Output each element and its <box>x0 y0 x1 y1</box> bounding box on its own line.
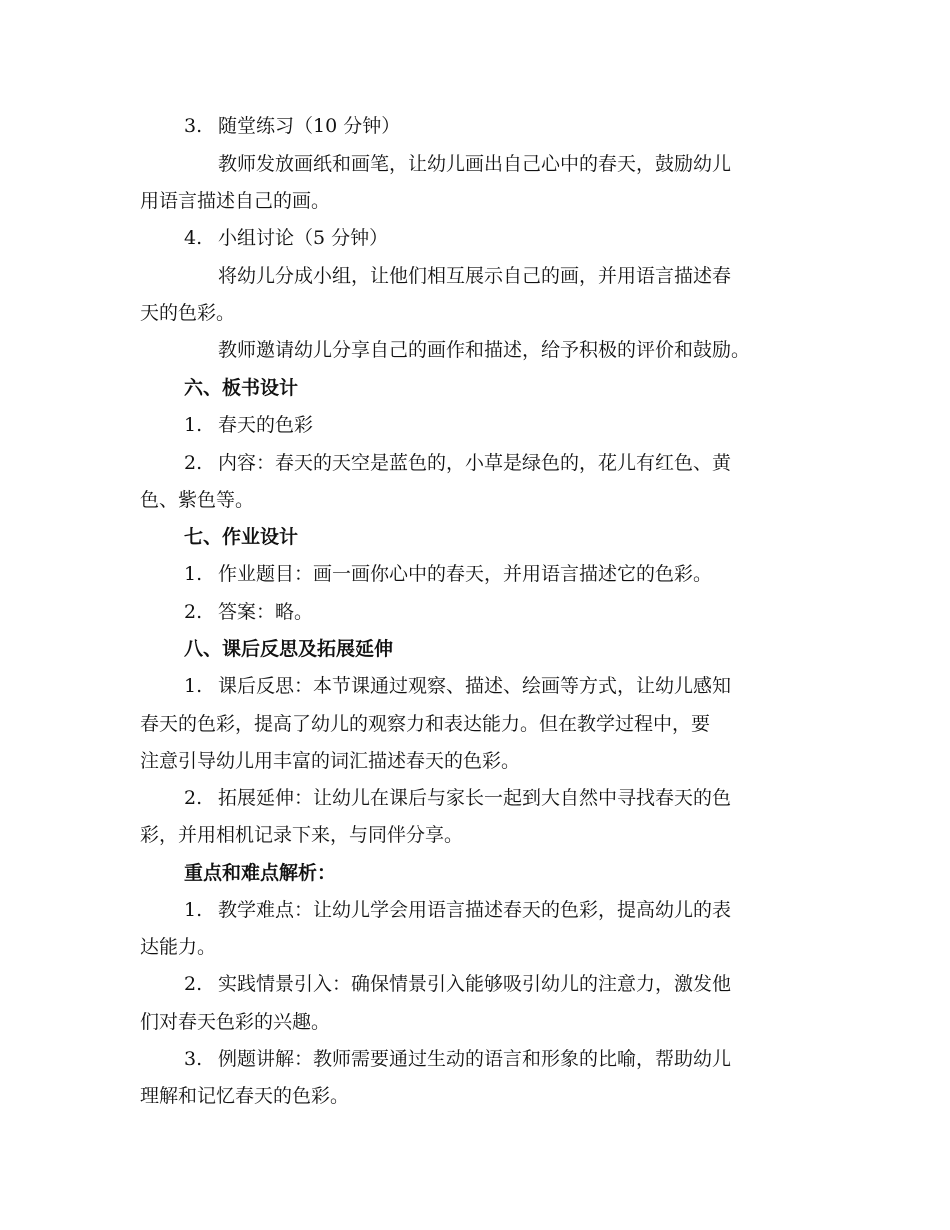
list-item <box>184 413 313 437</box>
item-number: 3. <box>184 1048 203 1070</box>
list-item <box>184 786 731 810</box>
paragraph-line: 注意引导幼儿用丰富的词汇描述春天的色彩。 <box>140 750 521 772</box>
item-text: 拓展延伸：让幼儿在课后与家长一起到大自然中寻找春天的色 <box>218 787 732 809</box>
paragraph-line: 用语言描述自己的画。 <box>140 190 331 212</box>
item-number: 2. <box>184 601 203 623</box>
section-heading: 重点和难点解析： <box>184 862 337 884</box>
list-item <box>184 898 731 922</box>
list-item <box>184 562 712 586</box>
item-text: 课后反思：本节课通过观察、描述、绘画等方式，让幼儿感知 <box>218 675 732 697</box>
item-title: 小组讨论（5 分钟） <box>218 227 389 249</box>
item-text: 作业题目：画一画你心中的春天，并用语言描述它的色彩。 <box>218 563 713 585</box>
item-text: 实践情景引入：确保情景引入能够吸引幼儿的注意力，激发他 <box>218 973 732 995</box>
item-number: 2. <box>184 452 203 474</box>
list-item <box>184 674 731 698</box>
paragraph-line: 教师发放画纸和画笔，让幼儿画出自己心中的春天，鼓励幼儿 <box>218 153 732 175</box>
item-number: 2. <box>184 787 203 809</box>
item-number: 1. <box>184 414 203 436</box>
section-heading: 七、作业设计 <box>184 526 299 548</box>
item-number: 1. <box>184 563 203 585</box>
list-item <box>184 972 731 996</box>
paragraph-line: 达能力。 <box>140 936 217 958</box>
item-text: 例题讲解：教师需要通过生动的语言和形象的比喻，帮助幼儿 <box>218 1048 732 1070</box>
paragraph-line: 将幼儿分成小组，让他们相互展示自己的画，并用语言描述春 <box>218 265 732 287</box>
paragraph-line: 色、紫色等。 <box>140 489 255 511</box>
list-item-heading <box>184 226 388 250</box>
paragraph-line: 们对春天色彩的兴趣。 <box>140 1011 331 1033</box>
list-item <box>184 451 731 475</box>
paragraph-line: 理解和记忆春天的色彩。 <box>140 1085 350 1107</box>
item-text: 答案：略。 <box>218 601 314 623</box>
section-heading: 八、课后反思及拓展延伸 <box>184 638 394 660</box>
list-item <box>184 600 313 624</box>
list-item <box>184 1047 731 1071</box>
list-item-heading <box>184 114 400 138</box>
item-number: 1. <box>184 899 203 921</box>
paragraph-line: 彩，并用相机记录下来，与同伴分享。 <box>140 824 464 846</box>
item-title: 随堂练习（10 分钟） <box>218 115 401 137</box>
section-heading: 六、板书设计 <box>184 377 299 399</box>
item-number: 3. <box>184 115 203 137</box>
paragraph-line: 教师邀请幼儿分享自己的画作和描述，给予积极的评价和鼓励。 <box>218 339 751 361</box>
item-number: 1. <box>184 675 203 697</box>
paragraph-line: 春天的色彩，提高了幼儿的观察力和表达能力。但在教学过程中，要 <box>140 713 711 735</box>
item-text: 教学难点：让幼儿学会用语言描述春天的色彩，提高幼儿的表 <box>218 899 732 921</box>
item-number: 4. <box>184 227 203 249</box>
item-text: 春天的色彩 <box>218 414 314 436</box>
paragraph-line: 天的色彩。 <box>140 302 236 324</box>
item-text: 内容：春天的天空是蓝色的，小草是绿色的，花儿有红色、黄 <box>218 452 732 474</box>
item-number: 2. <box>184 973 203 995</box>
